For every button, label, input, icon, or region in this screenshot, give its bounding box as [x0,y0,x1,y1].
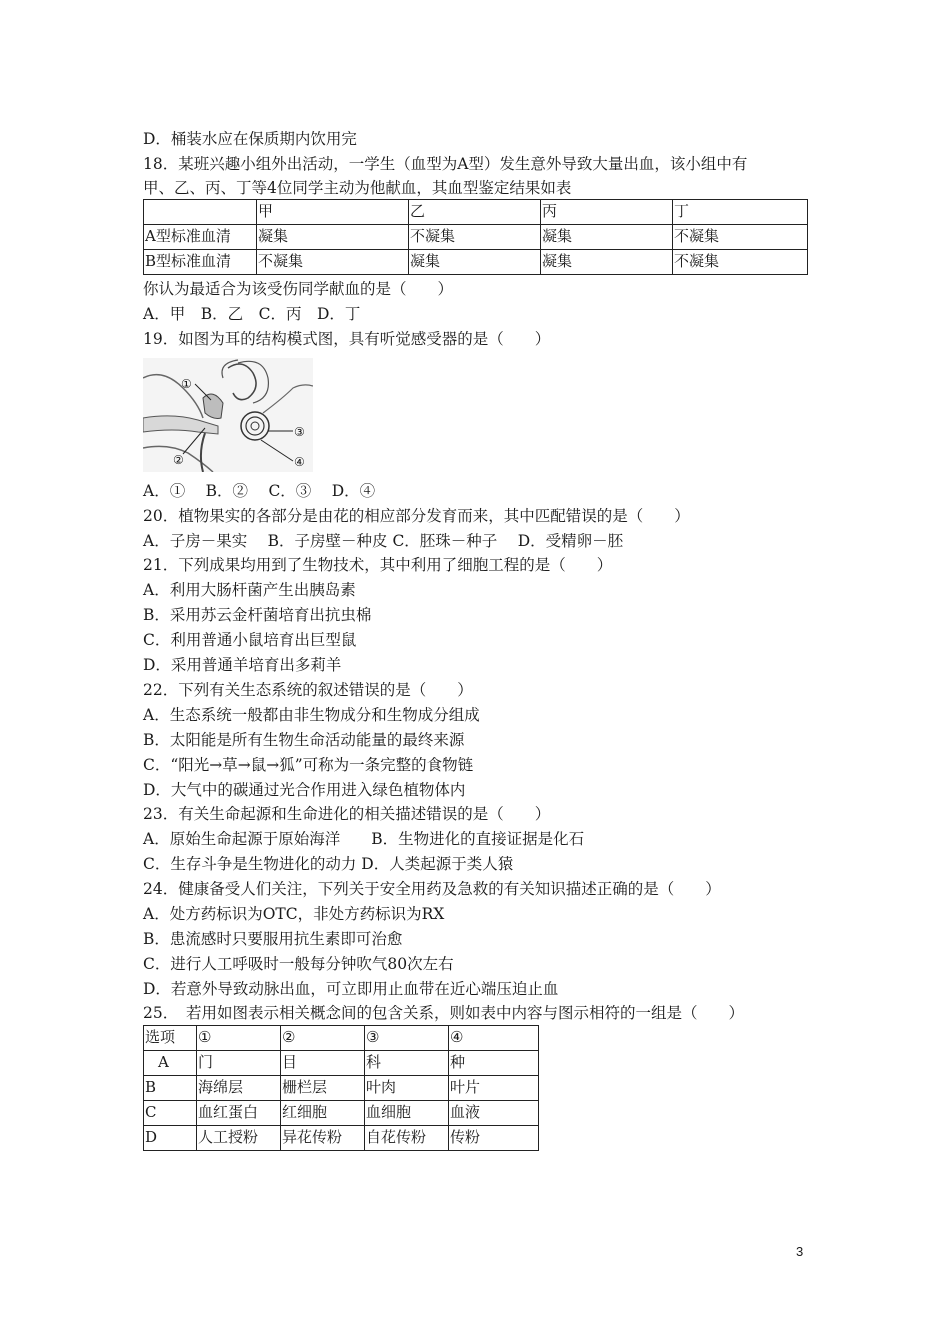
table-cell: 凝集 [409,250,541,275]
table-row [144,1026,539,1051]
table-cell: C [144,1101,197,1126]
blood-type-table [143,199,808,275]
page-number: 3 [796,1244,804,1259]
table-cell: 凝集 [541,250,673,275]
question-21-option-c: C．利用普通小鼠培育出巨型鼠 [143,631,357,649]
table-cell: ④ [449,1026,539,1051]
table-row [144,225,808,250]
ear-label-1: ① [181,377,192,391]
table-cell: 红细胞 [281,1101,365,1126]
question-23: 23．有关生命起源和生命进化的相关描述错误的是（ ） [143,805,551,823]
question-22-option-c: C．“阳光→草→鼠→狐”可称为一条完整的食物链 [143,756,474,774]
table-cell [144,200,257,225]
table-cell: 传粉 [449,1126,539,1151]
question-22-option-a: A．生态系统一般都由非生物成分和生物成分组成 [143,706,480,724]
concept-table [143,1025,539,1151]
question-20-options: A．子房－果实 B．子房壁－种皮 C．胚珠－种子 D．受精卵－胚 [143,532,624,550]
table-cell: B型标准血清 [144,250,257,275]
table-cell: 丁 [673,200,808,225]
question-18: 18．某班兴趣小组外出活动，一学生（血型为A型）发生意外导致大量出血，该小组中有 [143,155,748,173]
line-17d: D．桶装水应在保质期内饮用完 [143,130,357,148]
table-cell: 血细胞 [365,1101,449,1126]
table-cell: 丙 [541,200,673,225]
table-cell: ① [197,1026,281,1051]
table-cell: 异花传粉 [281,1126,365,1151]
question-20: 20．植物果实的各部分是由花的相应部分发育而来，其中匹配错误的是（ ） [143,507,690,525]
table-cell: 目 [281,1051,365,1076]
question-24-option-a: A．处方药标识为OTC，非处方药标识为RX [143,905,445,923]
question-23-options-ab: A．原始生命起源于原始海洋 B．生物进化的直接证据是化石 [143,830,585,848]
table-cell: ③ [365,1026,449,1051]
question-19-options: A．① B．② C．③ D．④ [143,482,376,500]
table-row [144,1076,539,1101]
ear-label-3: ③ [294,425,305,439]
table-cell: B [144,1076,197,1101]
table-cell: 科 [365,1051,449,1076]
table-cell: 人工授粉 [197,1126,281,1151]
table-cell: 血红蛋白 [197,1101,281,1126]
question-21-option-d: D．采用普通羊培育出多莉羊 [143,656,342,674]
question-23-options-cd: C．生存斗争是生物进化的动力 D．人类起源于类人猿 [143,855,514,873]
question-22: 22．下列有关生态系统的叙述错误的是（ ） [143,681,473,699]
table-cell: 凝集 [257,225,409,250]
question-24-option-c: C．进行人工呼吸时一般每分钟吹气80次左右 [143,955,454,973]
table-row [144,1126,539,1151]
table-cell: D [144,1126,197,1151]
table-cell: 栅栏层 [281,1076,365,1101]
question-24-option-d: D．若意外导致动脉出血，可立即用止血带在近心端压迫止血 [143,980,559,998]
question-22-option-d: D．大气中的碳通过光合作用进入绿色植物体内 [143,781,466,799]
table-row [144,1101,539,1126]
question-18-options: A．甲 B．乙 C．丙 D．丁 [143,305,361,323]
table-cell: 叶片 [449,1076,539,1101]
table-cell: 叶肉 [365,1076,449,1101]
question-24: 24．健康备受人们关注，下列关于安全用药及急救的有关知识描述正确的是（ ） [143,880,721,898]
table-cell: 选项 [144,1026,197,1051]
table-cell: 门 [197,1051,281,1076]
table-cell: 自花传粉 [365,1126,449,1151]
table-cell: 不凝集 [673,225,808,250]
table-cell: 不凝集 [673,250,808,275]
ear-label-2: ② [173,453,184,467]
ear-label-4: ④ [294,455,305,469]
table-cell: A型标准血清 [144,225,257,250]
table-cell: 不凝集 [409,225,541,250]
table-cell: 甲 [257,200,409,225]
table-row [144,1051,539,1076]
question-21-option-b: B．采用苏云金杆菌培育出抗虫棉 [143,606,372,624]
table-cell: 海绵层 [197,1076,281,1101]
table-cell: 凝集 [541,225,673,250]
question-18-cont: 甲、乙、丙、丁等4位同学主动为他献血，其血型鉴定结果如表 [143,179,572,197]
table-cell: 种 [449,1051,539,1076]
table-cell: A [144,1051,197,1076]
ear-structure-diagram [143,358,313,472]
question-19: 19．如图为耳的结构模式图，具有听觉感受器的是（ ） [143,330,551,348]
question-25: 25． 若用如图表示相关概念间的包含关系，则如表中内容与图示相符的一组是（ ） [143,1004,744,1022]
table-cell: 不凝集 [257,250,409,275]
question-21-option-a: A．利用大肠杆菌产生出胰岛素 [143,581,356,599]
table-cell: 血液 [449,1101,539,1126]
question-24-option-b: B．患流感时只要服用抗生素即可治愈 [143,930,403,948]
table-cell: ② [281,1026,365,1051]
table-cell: 乙 [409,200,541,225]
table-row [144,200,808,225]
table-row [144,250,808,275]
question-22-option-b: B．太阳能是所有生物生命活动能量的最终来源 [143,731,465,749]
question-21: 21．下列成果均用到了生物技术，其中利用了细胞工程的是（ ） [143,556,613,574]
question-18-prompt: 你认为最适合为该受伤同学献血的是（ ） [143,280,454,298]
